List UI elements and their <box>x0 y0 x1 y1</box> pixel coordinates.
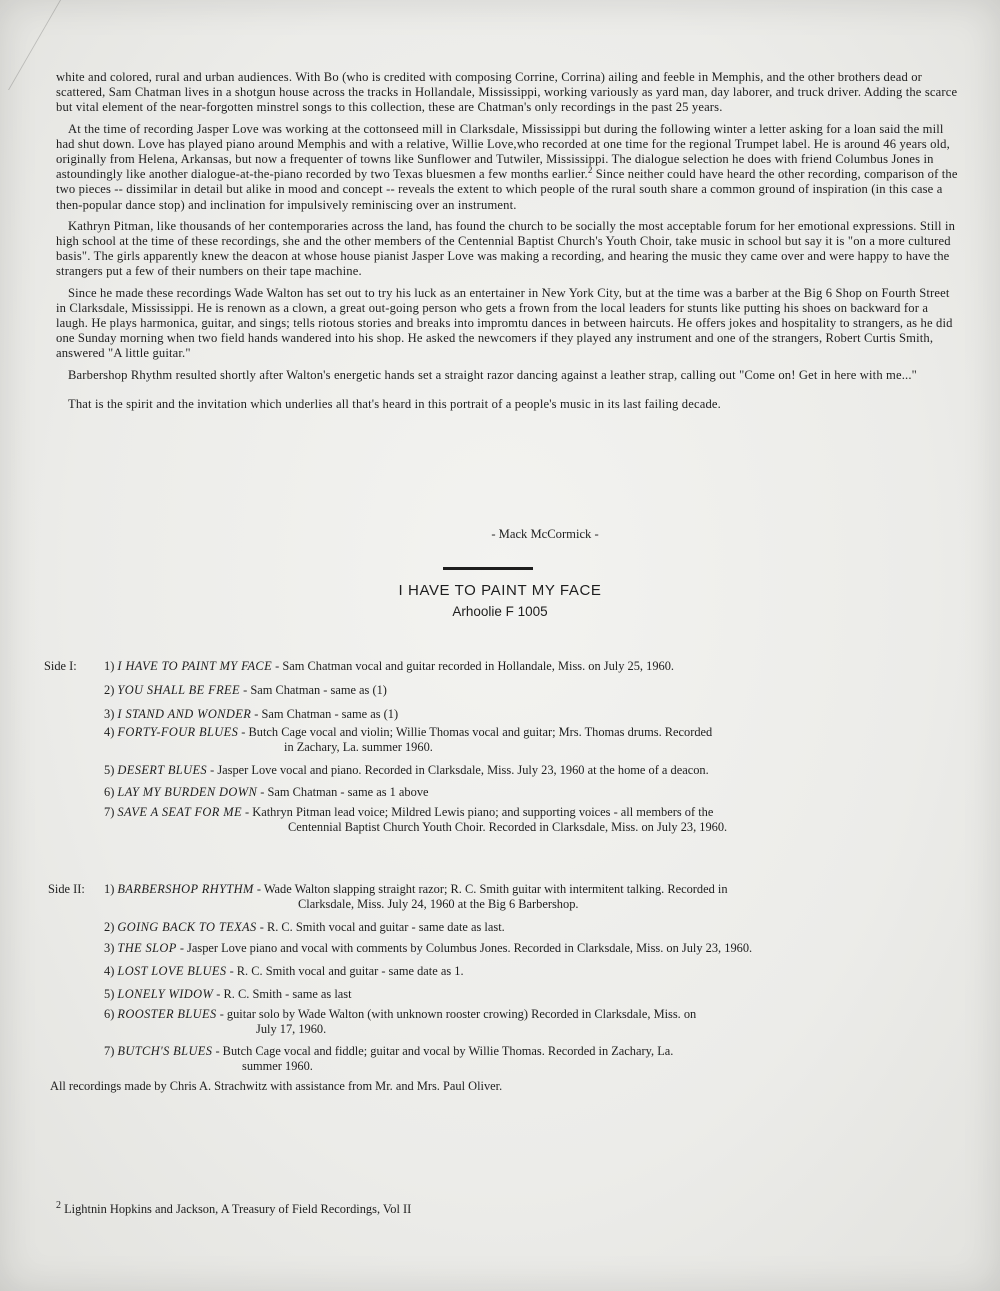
track-number: 4) <box>104 964 118 978</box>
track-title: SAVE A SEAT FOR ME <box>117 805 242 819</box>
track-entry <box>104 987 964 1002</box>
track-title: LAY MY BURDEN DOWN <box>117 785 258 799</box>
track-description-continued: Clarksdale, Miss. July 24, 1960 at the Big 6 Barbershop. <box>298 897 579 911</box>
track-number: 7) <box>104 805 118 819</box>
track-entry <box>104 785 964 800</box>
track-number: 7) <box>104 1044 118 1058</box>
track-entry <box>104 659 964 674</box>
track-entry <box>104 805 964 835</box>
track-description: - Sam Chatman - same as (1) <box>240 683 387 697</box>
essay-paragraph: white and colored, rural and urban audiences. With Bo (who is credited with composing Corrine, Corrina) ailing and feeble in Memphis, and the other brothers dead or scattered, Sam Chatman lives in a shotgun house across the tracks in Hollandale, Mississippi, working variously as yard man, day laborer, and truck driver. Adding the scarce but vital element of the near-forgotten minstrel songs to this collection, these are Chatman's only recordings in the past 25 years. <box>56 70 958 115</box>
track-description: - Butch Cage vocal and fiddle; guitar and vocal by Willie Thomas. Recorded in Zachary, La. <box>212 1044 674 1058</box>
essay-paragraph: Barbershop Rhythm resulted shortly after Walton's energetic hands set a straight razor dancing against a leather strap, calling out "Come on! Get in here with me..." <box>68 367 917 382</box>
track-title: I STAND AND WONDER <box>117 707 252 721</box>
track-description: - guitar solo by Wade Walton (with unknown rooster crowing) Recorded in Clarksdale, Miss. on <box>216 1007 697 1021</box>
track-description: - R. C. Smith - same as last <box>213 987 352 1001</box>
liner-notes-essay <box>56 70 960 418</box>
track-title: BARBERSHOP RHYTHM <box>117 882 254 896</box>
track-entry <box>104 964 964 979</box>
record-catalog-number: Arhoolie F 1005 <box>452 604 548 619</box>
track-title: YOU SHALL BE FREE <box>117 683 240 697</box>
track-title: LOST LOVE BLUES <box>117 964 227 978</box>
track-number: 1) <box>104 659 118 673</box>
track-entry <box>104 941 964 956</box>
essay-paragraph: That is the spirit and the invitation which underlies all that's heard in this portrait of a people's music in its last failing decade. <box>68 396 721 411</box>
track-number: 6) <box>104 785 118 799</box>
essay-paragraph: Since he made these recordings Wade Walton has set out to try his luck as an entertainer in New York City, but at the time was a barber at the Big 6 Shop on Fourth Street in Clarksdale, Mississippi. He is renown as a clown, a great out-going person who gets a frown from the local leaders for stunts like putting his shoes on backward for a laugh. He plays harmonica, guitar, and sings; tells riotous stories and breaks into impromtu dances in between haircuts. He offers jokes and hospitality to strangers, as he did one Sunday morning when two field hands wandered into his shop. He asked the newcomers if they played any instrument and one of the strangers, Robert Curtis Smith, answered "A little guitar." <box>56 285 953 361</box>
track-title: DESERT BLUES <box>117 763 208 777</box>
track-number: 3) <box>104 707 118 721</box>
track-number: 5) <box>104 987 118 1001</box>
track-title: THE SLOP <box>117 941 177 955</box>
footnote-marker: 2 <box>587 165 593 176</box>
track-description: - R. C. Smith vocal and guitar - same date as 1. <box>226 964 464 978</box>
footnote <box>56 1199 412 1217</box>
track-number: 2) <box>104 683 118 697</box>
track-entry <box>104 683 964 698</box>
footnote-text: Lightnin Hopkins and Jackson, A Treasury of Field Recordings, Vol II <box>61 1202 412 1216</box>
track-number: 6) <box>104 1007 118 1021</box>
track-description-continued: in Zachary, La. summer 1960. <box>284 740 433 754</box>
footnote-number: 2 <box>56 1199 61 1211</box>
author-signature: - Mack McCormick - <box>491 527 599 541</box>
track-description-continued: summer 1960. <box>242 1059 313 1073</box>
track-description: - Kathryn Pitman lead voice; Mildred Lewis piano; and supporting voices - all members of the <box>241 805 714 819</box>
essay-text: At the time of recording Jasper Love was working at the cottonseed mill in Clarksdale, Mississippi but during the following winter a letter asking for a loan said the mill had shut down. Love has played piano around Memphis and with a relative, Willie Love,who recorded at one time for the regional Trumpet label. He is around 46 years old, originally from Helena, Arkansas, but now a frequenter of towns like Sunflower and Tutwiler, Mississippi. The dialogue selection he does with friend Columbus Jones in astoundingly like another dialogue-at-the-piano recorded by two Texas bluesmen a few months earlier. <box>56 121 950 182</box>
track-entry <box>104 707 964 722</box>
track-description: - Sam Chatman - same as (1) <box>251 707 399 721</box>
track-description: - Jasper Love vocal and piano. Recorded in Clarksdale, Miss. July 23, 1960 at the home of a deacon. <box>207 763 709 777</box>
track-number: 5) <box>104 763 118 777</box>
track-number: 3) <box>104 941 118 955</box>
track-title: LONELY WIDOW <box>117 987 214 1001</box>
track-title: GOING BACK TO TEXAS <box>117 920 257 934</box>
essay-paragraph: Kathryn Pitman, like thousands of her contemporaries across the land, has found the church to be socially the most acceptable forum for her emotional expressions. Still in high school at the time of these recordings, she and the other members of the Centennial Baptist Church's Youth Choir, take music in school but say it is "on a more cultured basis". The girls apparently knew the deacon at whose house pianist Jasper Love was making a recording, and hearing the music they came over and were happy to have the strangers put a few of their numbers on their tape machine. <box>56 218 956 279</box>
track-number: 1) <box>104 882 118 896</box>
record-title: I HAVE TO PAINT MY FACE <box>398 582 602 599</box>
track-description: - Wade Walton slapping straight razor; R. C. Smith guitar with intermitent talking. Recorded in <box>253 882 728 896</box>
track-title: I HAVE TO PAINT MY FACE <box>117 659 273 673</box>
track-entry <box>104 725 964 755</box>
track-description: - Sam Chatman vocal and guitar recorded in Hollandale, Miss. on July 25, 1960. <box>272 659 675 673</box>
essay-paragraph <box>56 122 960 213</box>
track-entry <box>104 882 964 912</box>
track-title: FORTY-FOUR BLUES <box>117 725 239 739</box>
track-entry <box>104 1044 964 1074</box>
track-description: - Jasper Love piano and vocal with comments by Columbus Jones. Recorded in Clarksdale, Miss. on July 23, 1960. <box>176 941 753 955</box>
track-description-continued: July 17, 1960. <box>256 1022 327 1036</box>
track-description: - Butch Cage vocal and violin; Willie Thomas vocal and guitar; Mrs. Thomas drums. Recorded <box>238 725 713 739</box>
side-one-label: Side I: <box>44 659 77 673</box>
track-description: - R. C. Smith vocal and guitar - same date as last. <box>256 920 505 934</box>
page-corner-fold <box>0 0 61 90</box>
track-number: 4) <box>104 725 118 739</box>
track-title: BUTCH'S BLUES <box>117 1044 213 1058</box>
section-divider <box>443 567 533 570</box>
track-entry <box>104 763 964 778</box>
track-description-continued: Centennial Baptist Church Youth Choir. Recorded in Clarksdale, Miss. on July 23, 1960. <box>288 820 728 834</box>
track-number: 2) <box>104 920 118 934</box>
track-entry <box>104 1007 964 1037</box>
track-description: - Sam Chatman - same as 1 above <box>257 785 429 799</box>
track-title: ROOSTER BLUES <box>117 1007 217 1021</box>
side-two-label: Side II: <box>48 882 85 896</box>
recording-credit: All recordings made by Chris A. Strachwitz with assistance from Mr. and Mrs. Paul Oliver. <box>50 1079 503 1093</box>
essay-text: Since neither could have heard the other recording, comparison of the two pieces -- dissimilar in detail but alike in mood and concept -- reveals the extent to which people of the rural south share a common ground of inspiration (in this case a then-popular dance stop) and inclination for impulsively reminiscing over an instrument. <box>56 167 958 212</box>
track-entry <box>104 920 964 935</box>
